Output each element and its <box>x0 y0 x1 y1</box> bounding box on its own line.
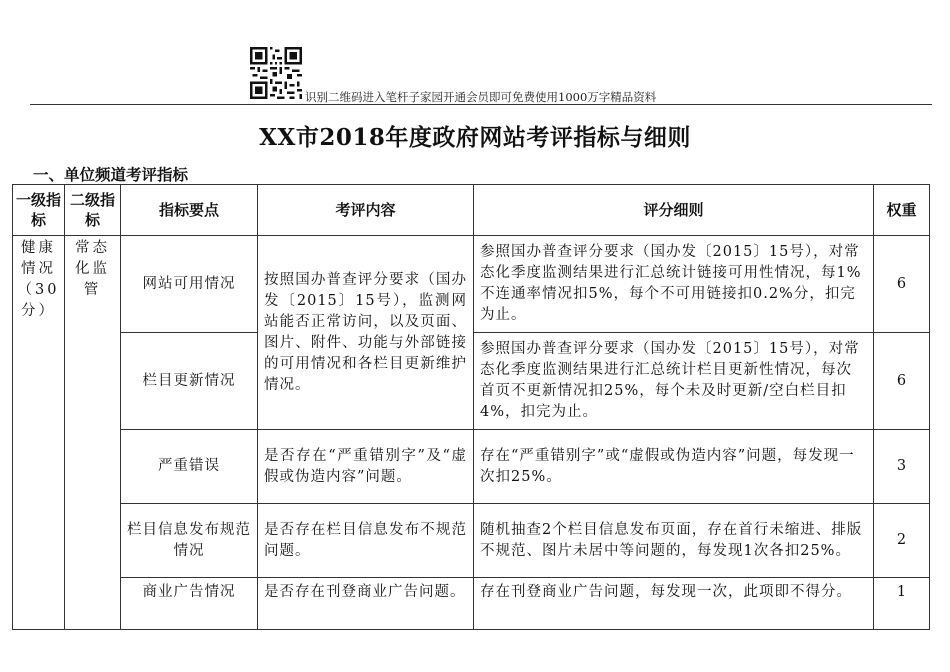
weight-cell: 2 <box>874 504 930 578</box>
level1-cell: 健康情况（30分） <box>13 236 65 630</box>
indicator-table <box>12 184 930 630</box>
content-cell: 是否存在“严重错别字”及“虚假或伪造内容”问题。 <box>258 430 474 504</box>
level2-cell: 常态化监管 <box>65 236 121 630</box>
point-cell: 网站可用情况 <box>121 236 258 333</box>
score-cell: 随机抽查2个栏目信息发布页面，存在首行未缩进、排版不规范、图片未居中等问题的，每发现1次各扣25%。 <box>474 504 874 578</box>
header-score: 评分细则 <box>474 185 874 236</box>
header-content: 考评内容 <box>258 185 474 236</box>
point-cell: 严重错误 <box>121 430 258 504</box>
score-cell: 存在刊登商业广告问题，每发现一次，此项即不得分。 <box>474 578 874 630</box>
header-weight: 权重 <box>874 185 930 236</box>
table-row <box>13 236 930 333</box>
point-cell: 栏目信息发布规范情况 <box>121 504 258 578</box>
point-cell: 栏目更新情况 <box>121 333 258 430</box>
content-cell: 是否存在刊登商业广告问题。 <box>258 578 474 630</box>
table-row <box>13 430 930 504</box>
header-point: 指标要点 <box>121 185 258 236</box>
weight-cell: 6 <box>874 236 930 333</box>
table-header-row <box>13 185 930 236</box>
table-row <box>13 578 930 630</box>
score-cell: 参照国办普查评分要求（国办发〔2015〕15号），对常态化季度监测结果进行汇总统计链接可用性情况，每1%不连通率情况扣5%，每个不可用链接扣0.2%分，扣完为止。 <box>474 236 874 333</box>
point-cell: 商业广告情况 <box>121 578 258 630</box>
header-level1: 一级指标 <box>13 185 65 236</box>
table-row <box>13 504 930 578</box>
score-cell: 存在“严重错别字”或“虚假或伪造内容”问题，每发现一次扣25%。 <box>474 430 874 504</box>
qr-code-icon <box>250 47 302 99</box>
weight-cell: 1 <box>874 578 930 630</box>
weight-cell: 3 <box>874 430 930 504</box>
document-title: XX市2018年度政府网站考评指标与细则 <box>259 124 691 151</box>
score-cell: 参照国办普查评分要求（国办发〔2015〕15号），对常态化季度监测结果进行汇总统计栏目更新性情况，每次首页不更新情况扣25%，每个未及时更新/空白栏目扣4%，扣完为止。 <box>474 333 874 430</box>
header-level2: 二级指标 <box>65 185 121 236</box>
header-divider <box>30 104 932 105</box>
content-cell: 是否存在栏目信息发布不规范问题。 <box>258 504 474 578</box>
content-cell-merged: 按照国办普查评分要求（国办发〔2015〕15号），监测网站能否正常访问，以及页面、图片、附件、功能与外部链接的可用情况和各栏目更新维护情况。 <box>258 236 474 430</box>
weight-cell: 6 <box>874 333 930 430</box>
qr-promo-note: 识别二维码进入笔杆子家园开通会员即可免费使用1000万字精品资料 <box>305 90 657 104</box>
section-heading: 一、单位频道考评指标 <box>33 165 189 184</box>
